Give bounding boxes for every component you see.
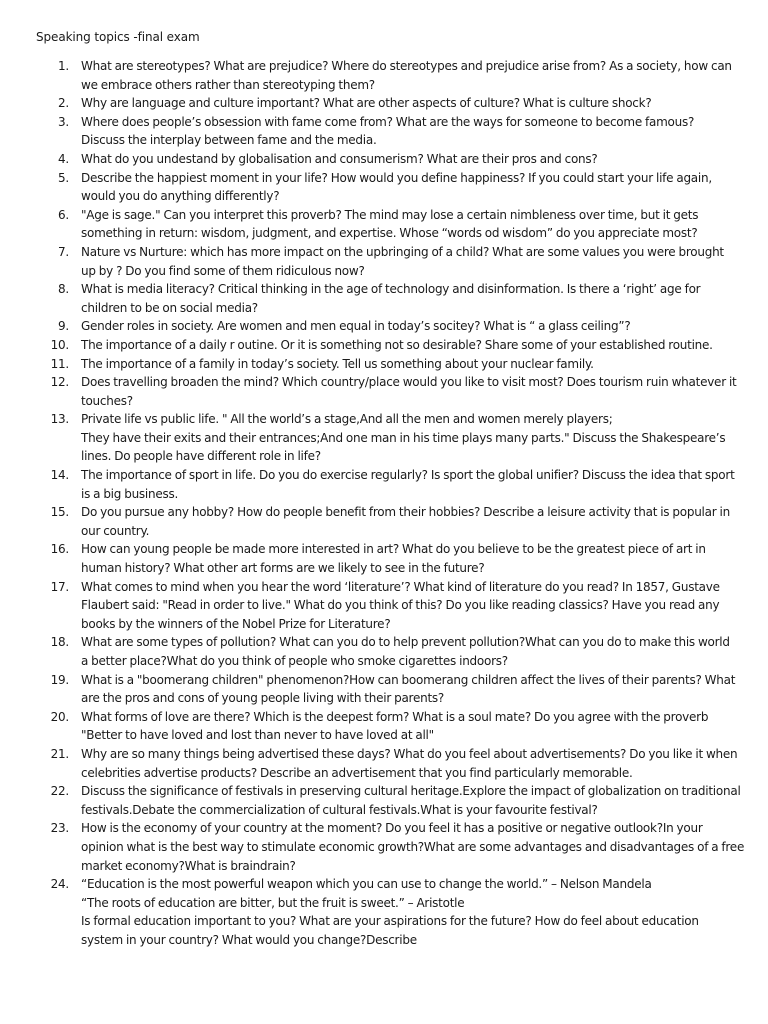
topic-text-line: Nature vs Nurture: which has more impact on the upbringing of a child? What are some values you were brought bbox=[81, 244, 724, 259]
topic-text-line: a better place?What do you think of people who smoke cigarettes indoors? bbox=[81, 654, 508, 668]
topic-item bbox=[0, 503, 768, 540]
topic-text-line: Describe the happiest moment in your life? How would you define happiness? If you could start your life again, bbox=[81, 170, 712, 185]
topic-item bbox=[0, 113, 768, 150]
topic-text-line: The importance of a daily r outine. Or it is something not so desirable? Share some of your established routine. bbox=[81, 337, 713, 352]
topic-number: 10. bbox=[50, 337, 69, 352]
topic-text-line: "Age is sage." Can you interpret this proverb? The mind may lose a certain nimbleness over time, but it gets bbox=[81, 207, 699, 222]
topic-text-line: Do you pursue any hobby? How do people benefit from their hobbies? Describe a leisure activity that is popular in bbox=[81, 505, 730, 520]
document-title: Speaking topics -final exam bbox=[36, 30, 200, 44]
topic-text-line: “Education is the most powerful weapon which you can use to change the world.” – Nelson Mandela bbox=[81, 877, 652, 892]
topic-text-line: What is a "boomerang children" phenomenon?How can boomerang children affect the lives of their parents? What bbox=[81, 672, 736, 687]
topic-number: 20. bbox=[50, 709, 69, 724]
topic-number: 16. bbox=[50, 542, 69, 557]
topic-text-line: What do you undestand by globalisation and consumerism? What are their pros and cons? bbox=[81, 151, 598, 166]
topic-number: 14. bbox=[50, 468, 69, 483]
topic-number: 5. bbox=[58, 170, 69, 185]
topic-text-line: How is the economy of your country at the moment? Do you feel it has a positive or negative outlook?In your bbox=[81, 821, 703, 836]
topic-item bbox=[0, 540, 768, 577]
topic-text-line: What comes to mind when you hear the word ‘literature’? What kind of literature do you read? In 1857, Gustave bbox=[81, 579, 720, 594]
topic-number: 11. bbox=[50, 356, 69, 371]
topic-item bbox=[0, 708, 768, 745]
topic-number: 21. bbox=[50, 746, 69, 761]
topic-item bbox=[0, 280, 768, 317]
topic-number: 1. bbox=[58, 59, 69, 73]
topic-number: 12. bbox=[50, 375, 69, 390]
topic-text-line: The importance of sport in life. Do you do exercise regularly? Is sport the global unifier? Discuss the idea that sport bbox=[81, 468, 735, 483]
topic-text-line: is a big business. bbox=[81, 486, 179, 501]
topic-item bbox=[0, 466, 768, 503]
topic-text-line: Why are language and culture important? What are other aspects of culture? What is culture shock? bbox=[81, 96, 652, 111]
topic-item bbox=[0, 671, 768, 708]
topic-number: 22. bbox=[50, 784, 69, 799]
topic-text-line: something in return: wisdom, judgment, and expertise. Whose “words od wisdom” do you appreciate most? bbox=[81, 226, 698, 241]
topic-text-line: market economy?What is braindrain? bbox=[81, 858, 296, 873]
topic-text-line: human history? What other art forms are we likely to see in the future? bbox=[81, 561, 485, 576]
topic-item bbox=[0, 317, 768, 336]
topic-text-line: “The roots of education are bitter, but the fruit is sweet.” – Aristotle bbox=[81, 895, 465, 910]
topic-text-line: celebrities advertise products? Describe an advertisement that you find particularly memorable. bbox=[81, 765, 633, 780]
topic-text-line: Gender roles in society. Are women and men equal in today’s socitey? What is “ a glass ceiling”? bbox=[81, 319, 631, 334]
topic-text-line: would you do anything differently? bbox=[81, 189, 280, 204]
topic-text-line: What are some types of pollution? What can you do to help prevent pollution?What can you do to make this world bbox=[81, 635, 730, 650]
topic-item bbox=[0, 745, 768, 782]
topic-item bbox=[0, 94, 768, 113]
topic-list bbox=[0, 57, 768, 950]
topic-text-line: What are stereotypes? What are prejudice? Where do stereotypes and prejudice arise from? As a society, how can bbox=[81, 59, 732, 73]
topic-number: 18. bbox=[50, 635, 69, 650]
topic-number: 24. bbox=[50, 877, 69, 892]
topic-text-line: They have their exits and their entrances;And one man in his time plays many parts." Discuss the Shakespeare’s bbox=[81, 430, 726, 445]
topic-text-line: Does travelling broaden the mind? Which country/place would you like to visit most? Does tourism ruin whatever it bbox=[81, 375, 737, 390]
topic-item bbox=[0, 578, 768, 634]
topic-text-line: Where does people’s obsession with fame come from? What are the ways for someone to become famous? bbox=[81, 114, 695, 129]
topic-item bbox=[0, 150, 768, 169]
topic-number: 13. bbox=[50, 412, 69, 427]
topic-text-line: What forms of love are there? Which is the deepest form? What is a soul mate? Do you agree with the proverb bbox=[81, 709, 709, 724]
topic-text-line: Discuss the significance of festivals in preserving cultural heritage.Explore the impact of globalization on traditional bbox=[81, 784, 741, 799]
topic-item bbox=[0, 169, 768, 206]
topic-item bbox=[0, 355, 768, 374]
topic-text-line: What is media literacy? Critical thinking in the age of technology and disinformation. Is there a ‘right’ age for bbox=[81, 282, 701, 297]
topic-item bbox=[0, 633, 768, 670]
topic-text-line: The importance of a family in today’s society. Tell us something about your nuclear family. bbox=[81, 356, 594, 371]
topic-number: 6. bbox=[58, 207, 69, 222]
topic-item bbox=[0, 410, 768, 466]
topic-text-line: How can young people be made more interested in art? What do you believe to be the greatest piece of art in bbox=[81, 542, 706, 557]
topic-number: 3. bbox=[58, 114, 69, 129]
topic-number: 9. bbox=[58, 319, 69, 334]
topic-text-line: our country. bbox=[81, 523, 150, 538]
topic-item bbox=[0, 373, 768, 410]
topic-text-line: Why are so many things being advertised these days? What do you feel about advertisements? Do you like it when bbox=[81, 746, 738, 761]
topic-text-line: lines. Do people have different role in life? bbox=[81, 449, 321, 464]
topic-item bbox=[0, 819, 768, 875]
topic-number: 2. bbox=[58, 96, 69, 111]
topic-item bbox=[0, 336, 768, 355]
topic-item bbox=[0, 875, 768, 949]
topic-number: 4. bbox=[58, 151, 69, 166]
topic-item bbox=[0, 57, 768, 94]
topic-text-line: Flaubert said: "Read in order to live." What do you think of this? Do you like reading classics? Have you read any bbox=[81, 598, 720, 613]
topic-item bbox=[0, 243, 768, 280]
topic-text-line: festivals.Debate the commercialization of cultural festivals.What is your favourite festival? bbox=[81, 802, 598, 817]
topic-number: 23. bbox=[50, 821, 69, 836]
topic-item bbox=[0, 206, 768, 243]
topic-text-line: Private life vs public life. " All the world’s a stage,And all the men and women merely players; bbox=[81, 412, 613, 427]
topic-text-line: "Better to have loved and lost than never to have loved at all" bbox=[81, 728, 434, 743]
topic-number: 8. bbox=[58, 282, 69, 297]
topic-text-line: touches? bbox=[81, 393, 133, 408]
topic-text-line: up by ? Do you find some of them ridiculous now? bbox=[81, 263, 365, 278]
topic-number: 15. bbox=[50, 505, 69, 520]
topic-number: 7. bbox=[58, 244, 69, 259]
topic-text-line: are the pros and cons of young people living with their parents? bbox=[81, 691, 445, 706]
topic-text-line: system in your country? What would you change?Describe bbox=[81, 932, 417, 947]
topic-text-line: we embrace others rather than stereotyping them? bbox=[81, 77, 375, 92]
topic-text-line: opinion what is the best way to stimulate economic growth?What are some advantages and disadvantages of a free bbox=[81, 839, 745, 854]
topic-text-line: books by the winners of the Nobel Prize for Literature? bbox=[81, 616, 391, 631]
topic-number: 19. bbox=[50, 672, 69, 687]
topic-text-line: Is formal education important to you? What are your aspirations for the future? How do feel about education bbox=[81, 914, 699, 929]
topic-item bbox=[0, 782, 768, 819]
topic-number: 17. bbox=[50, 579, 69, 594]
topic-text-line: children to be on social media? bbox=[81, 300, 258, 315]
topic-text-line: Discuss the interplay between fame and the media. bbox=[81, 133, 377, 148]
